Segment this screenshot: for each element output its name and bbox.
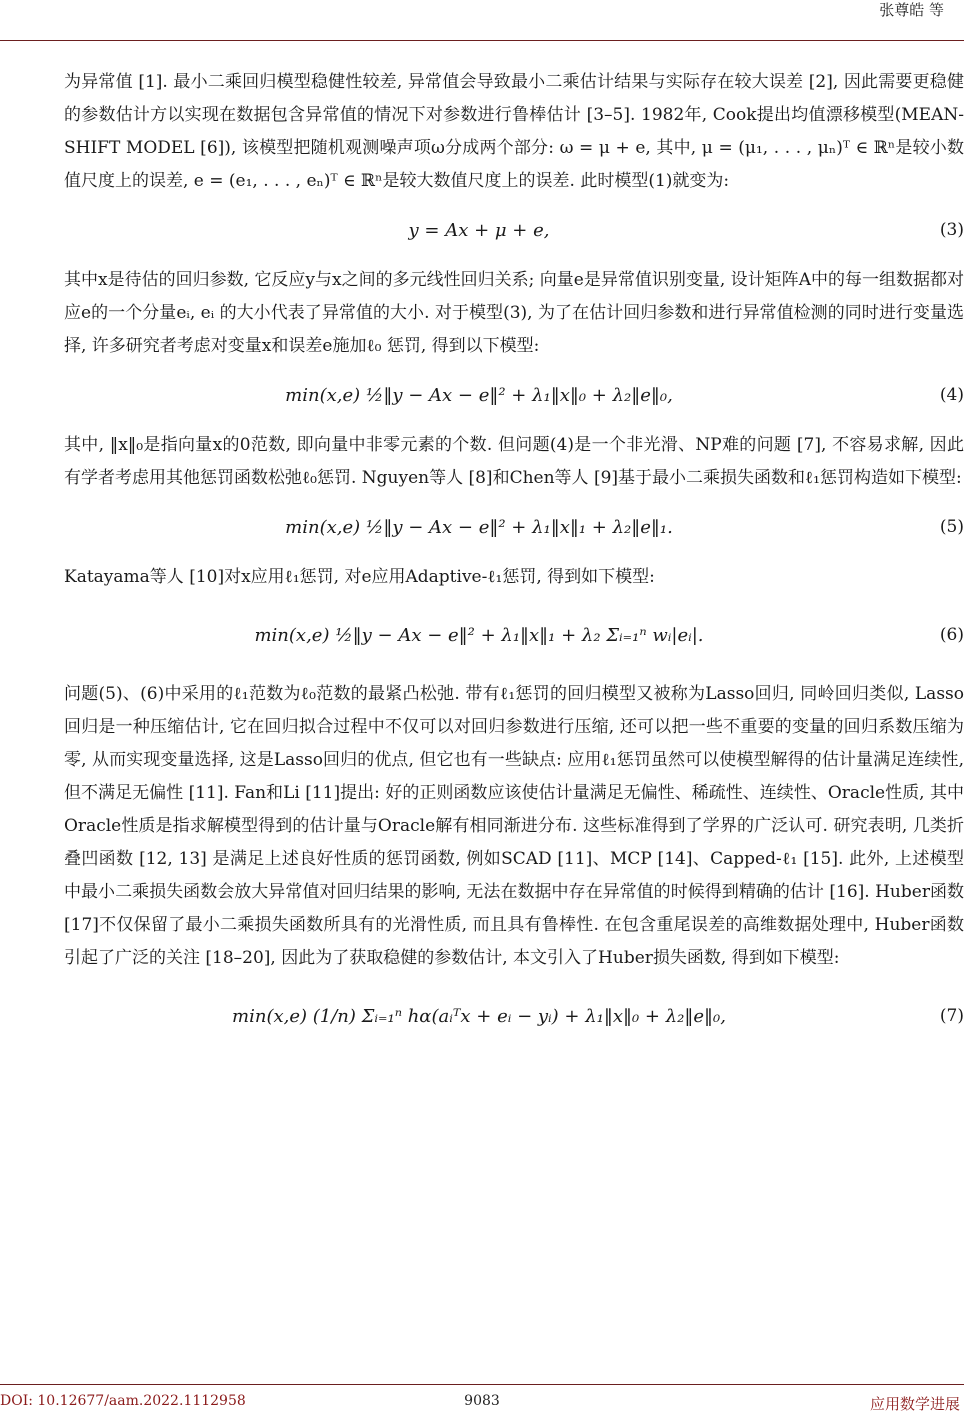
paragraph-2: 其中x是待估的回归参数, 它反应y与x之间的多元线性回归关系; 向量e是异常值识别变量, 设计矩阵A中的每一组数据都对应e的一个分量eᵢ, eᵢ 的大小代表了异常值的大小. 对于模型(3), 为了在估计回归参数和进行异常值检测的同时进行变量选择, 许多研究者考虑对变量x和误差e施加ℓ₀ 惩罚, 得到以下模型: — [64, 270, 964, 356]
equation-3 — [64, 200, 964, 260]
footer-journal-name: 应用数学进展 — [869, 1395, 960, 1413]
footer-doi: DOI: 10.12677/aam.2022.1112958 — [0, 1393, 246, 1409]
equation-6 — [64, 596, 964, 674]
equation-4-number: (4) — [939, 384, 964, 405]
equation-5-formula: min(x,e) ½‖y − Ax − e‖² + λ₁‖x‖₁ + λ₂‖e‖₁. — [285, 516, 673, 538]
paragraph-3: 其中, ‖x‖₀是指向量x的0范数, 即向量中非零元素的个数. 但问题(4)是一个非光滑、NP难的问题 [7], 不容易求解, 因此有学者考虑用其他惩罚函数松弛ℓ₀惩罚. Nguyen等人 [8]和Chen等人 [9]基于最小二乘损失函数和ℓ₁惩罚构造如下模型: — [64, 435, 964, 488]
footer-page-number: 9083 — [464, 1393, 500, 1409]
paragraph-4: Katayama等人 [10]对x应用ℓ₁惩罚, 对e应用Adaptive-ℓ₁惩罚, 得到如下模型: — [64, 567, 655, 587]
equation-5 — [64, 497, 964, 557]
header-divider — [0, 40, 964, 41]
article-body — [64, 66, 964, 1059]
equation-3-formula: y = Ax + μ + e, — [408, 219, 550, 241]
running-header-author: 张尊皓 等 — [879, 1, 944, 19]
equation-6-number: (6) — [939, 624, 964, 645]
paragraph-1: 为异常值 [1]. 最小二乘回归模型稳健性较差, 异常值会导致最小二乘估计结果与实际存在较大误差 [2], 因此需要更稳健的参数估计方以实现在数据包含异常值的情况下对参数进行鲁棒估计 [3–5]. 1982年, Cook提出均值漂移模型(MEAN-SHIFT MODEL [6]), 该模型把随机观测噪声项ω分成两个部分: ω = μ + e, 其中, μ = (μ₁, . . . , μₙ)ᵀ ∈ ℝⁿ是较小数值尺度上的误差, e = (e₁, . . . , eₙ)ᵀ ∈ ℝⁿ是较大数值尺度上的误差. 此时模型(1)就变为: — [64, 72, 964, 191]
equation-4-formula: min(x,e) ½‖y − Ax − e‖² + λ₁‖x‖₀ + λ₂‖e‖₀, — [285, 384, 673, 406]
footer-divider — [0, 1384, 964, 1385]
equation-7-formula: min(x,e) (1/n) Σᵢ₌₁ⁿ hα(aᵢᵀx + eᵢ − yᵢ) + λ₁‖x‖₀ + λ₂‖e‖₀, — [232, 1005, 726, 1027]
equation-5-number: (5) — [939, 516, 964, 537]
equation-7 — [64, 977, 964, 1055]
equation-4 — [64, 365, 964, 425]
equation-3-number: (3) — [939, 219, 964, 240]
equation-6-formula: min(x,e) ½‖y − Ax − e‖² + λ₁‖x‖₁ + λ₂ Σᵢ₌₁ⁿ wᵢ|eᵢ|. — [254, 624, 704, 646]
paragraph-5: 问题(5)、(6)中采用的ℓ₁范数为ℓ₀范数的最紧凸松弛. 带有ℓ₁惩罚的回归模型又被称为Lasso回归, 同岭回归类似, Lasso回归是一种压缩估计, 它在回归拟合过程中不仅可以对回归参数进行压缩, 还可以把一些不重要的变量的回归系数压缩为零, 从而实现变量选择, 这是Lasso回归的优点, 但它也有一些缺点: 应用ℓ₁惩罚虽然可以使模型解得的估计量满足连续性, 但不满足无偏性 [11]. Fan和Li [11]提出: 好的正则函数应该使估计量满足无偏性、稀疏性、连续性、Oracle性质, 其中Oracle性质是指求解模型得到的估计量与Oracle解有相同渐进分布. 这些标准得到了学界的广泛认可. 研究表明, 几类折叠凹函数 [12, 13] 是满足上述良好性质的惩罚函数, 例如SCAD [11]、MCP [14]、Capped-ℓ₁ [15]. 此外, 上述模型中最小二乘损失函数会放大异常值对回归结果的影响, 无法在数据中存在异常值的时候得到精确的估计 [16]. Huber函数 [17]不仅保留了最小二乘损失函数所具有的光滑性质, 而且具有鲁棒性. 在包含重尾误差的高维数据处理中, Huber函数引起了广泛的关注 [18–20], 因此为了获取稳健的参数估计, 本文引入了Huber损失函数, 得到如下模型: — [64, 684, 964, 968]
equation-7-number: (7) — [939, 1005, 964, 1026]
